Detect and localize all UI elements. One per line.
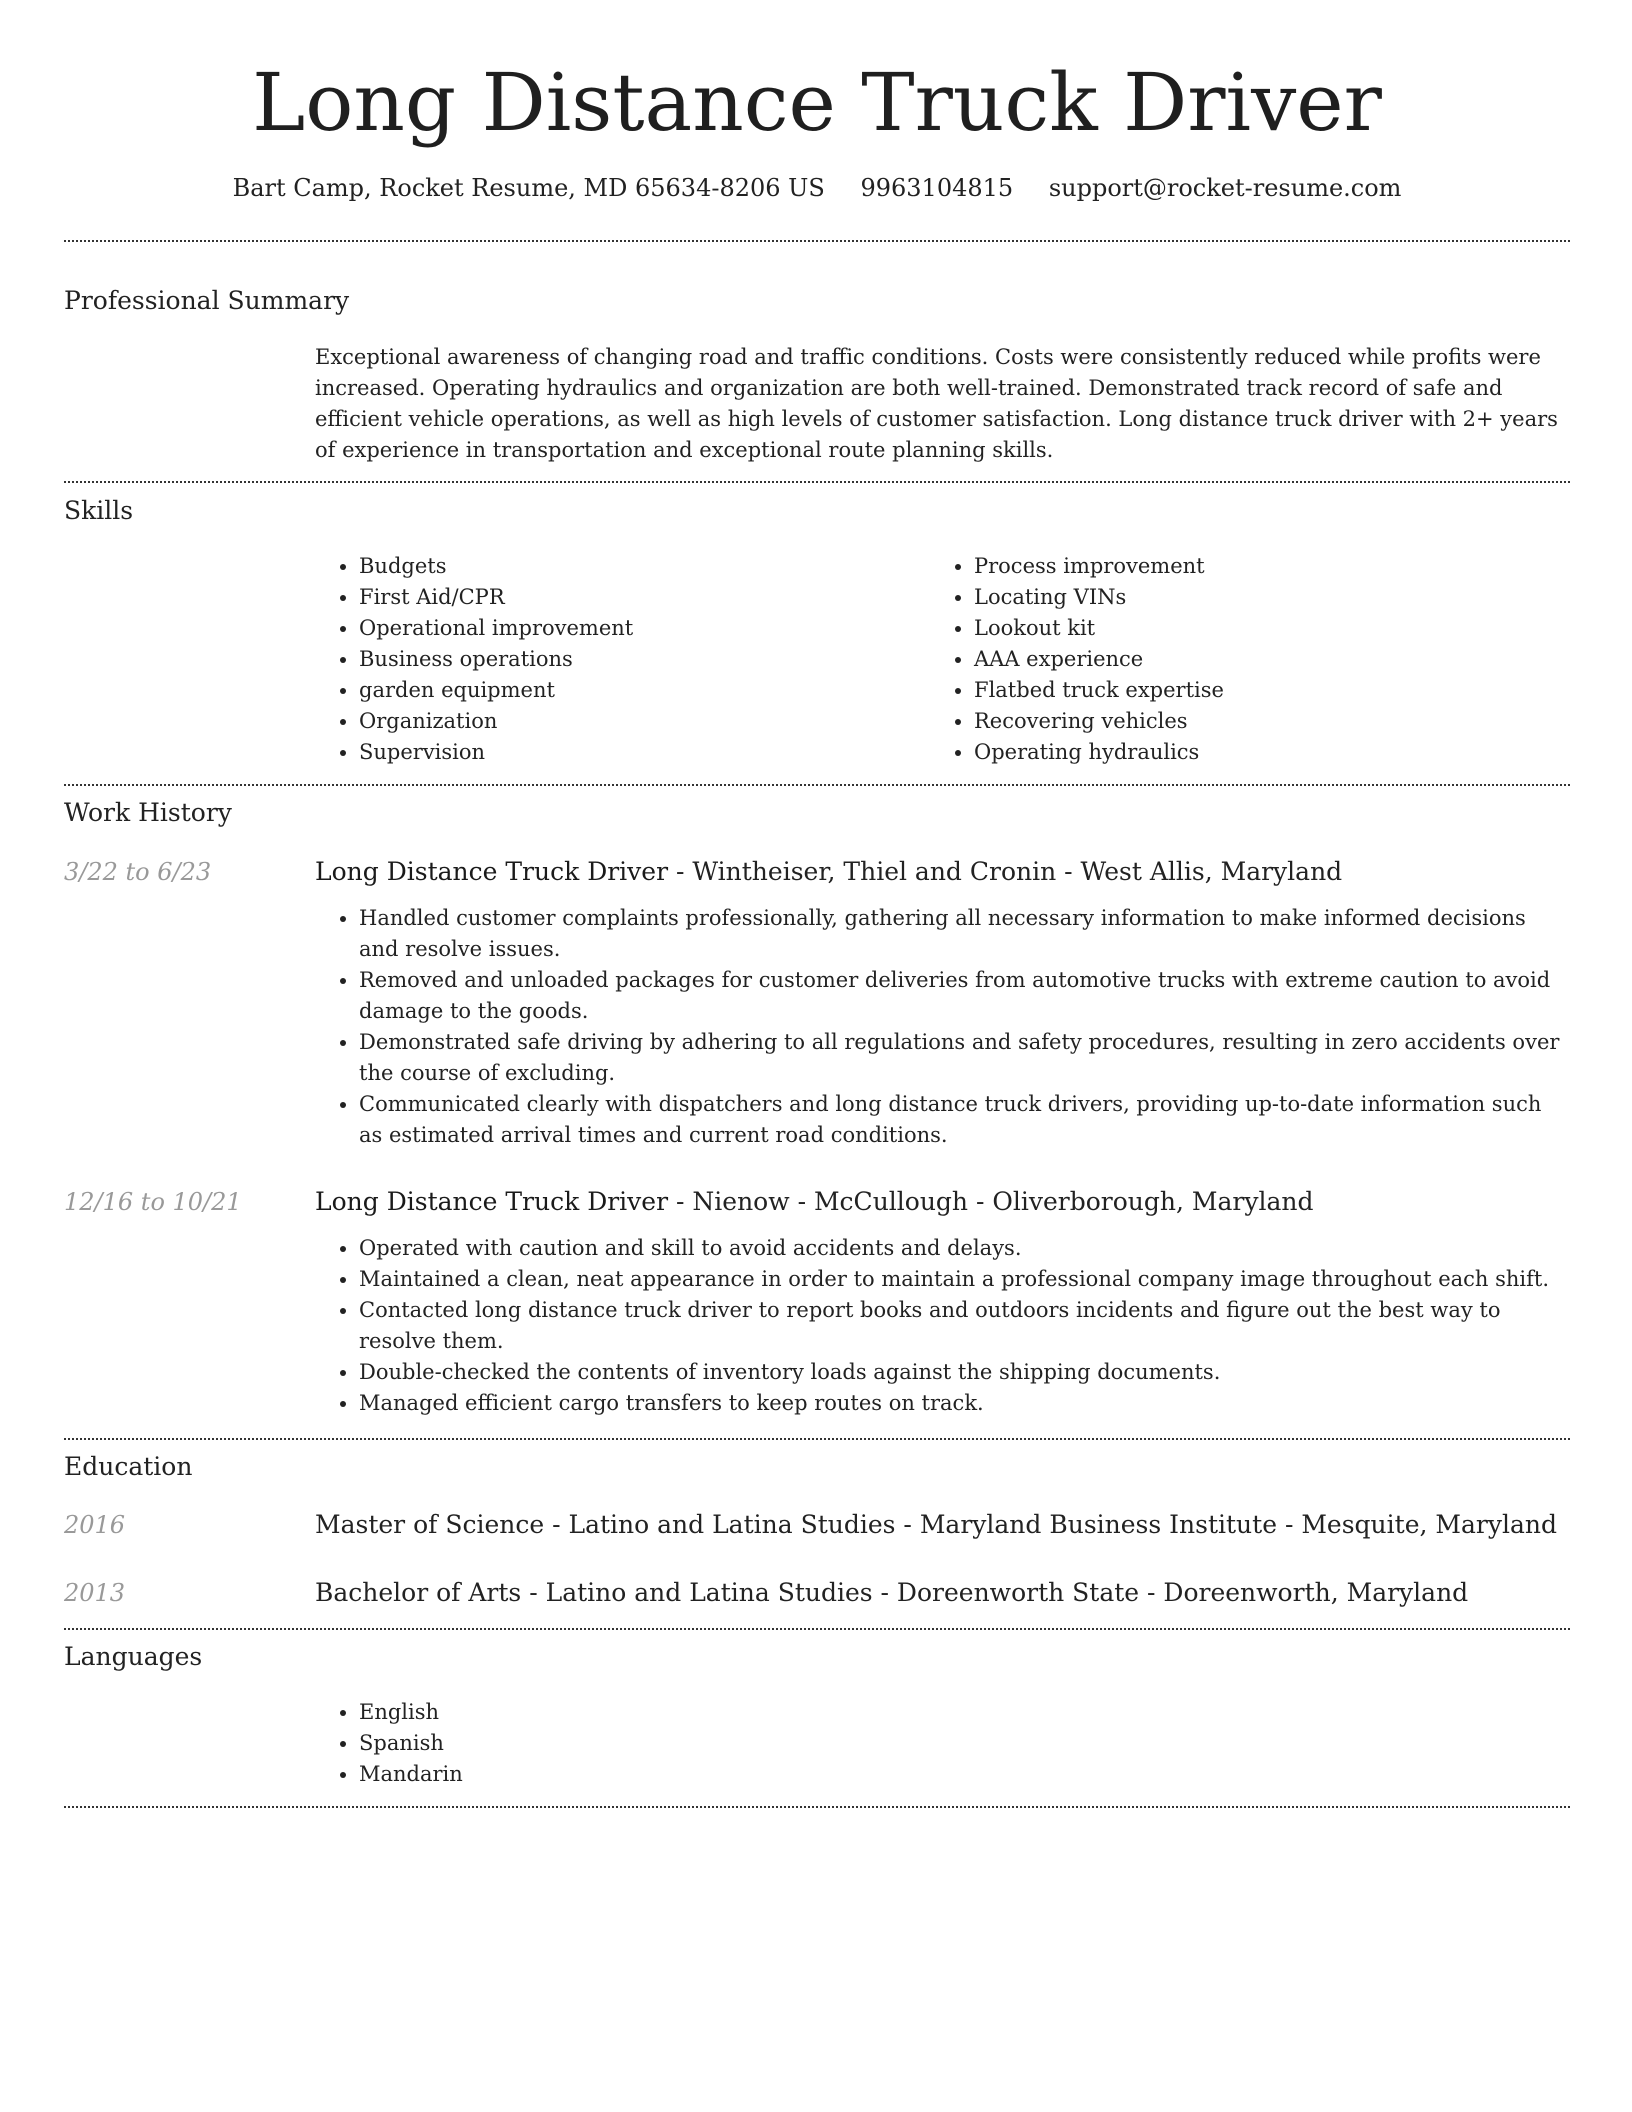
contact-phone: 9963104815 <box>860 174 1014 202</box>
skill-item: • Organization <box>359 706 930 737</box>
skill-item: • AAA experience <box>974 644 1570 675</box>
section-divider <box>64 1438 1570 1440</box>
education-degree: Master of Science - Latino and Latina Studies <box>315 1510 896 1539</box>
job-bullet: • Communicated clearly with dispatchers and long distance truck drivers, providing up-to-date information such as estimated arrival times and current road conditions. <box>359 1089 1570 1151</box>
work-heading: Work History <box>64 798 232 827</box>
job-entry <box>315 1185 1570 1419</box>
skill-item: • Operational improvement <box>359 613 930 644</box>
contact-line <box>64 170 1570 206</box>
section-divider <box>64 481 1570 483</box>
language-item: • English <box>359 1697 1570 1728</box>
skill-item: • Lookout kit <box>974 613 1570 644</box>
summary-body <box>315 342 1570 466</box>
education-entry <box>315 1576 1570 1610</box>
skill-item: • Recovering vehicles <box>974 706 1570 737</box>
job-dates: 12/16 to 10/21 <box>64 1188 242 1216</box>
job-bullet: • Removed and unloaded packages for customer deliveries from automotive trucks with extreme caution to avoid damage to the goods. <box>359 965 1570 1027</box>
education-heading-line <box>315 1576 1570 1610</box>
skill-item: • First Aid/CPR <box>359 582 930 613</box>
skills-heading: Skills <box>64 496 134 525</box>
job-dates: 3/22 to 6/23 <box>64 858 212 886</box>
language-item: • Mandarin <box>359 1759 1570 1790</box>
section-divider <box>64 1806 1570 1808</box>
job-bullet: • Managed efficient cargo transfers to keep routes on track. <box>359 1388 1570 1419</box>
job-bullet: • Handled customer complaints professionally, gathering all necessary information to make informed decisions and resolve issues. <box>359 903 1570 965</box>
languages-list <box>315 1697 1570 1790</box>
education-heading-line <box>315 1508 1570 1542</box>
skill-item: • Flatbed truck expertise <box>974 675 1570 706</box>
job-bullet: • Operated with caution and skill to avoid accidents and delays. <box>359 1233 1570 1264</box>
education-degree: Bachelor of Arts - Latino and Latina Studies <box>315 1578 873 1607</box>
job-entry <box>315 855 1570 1151</box>
job-title: Long Distance Truck Driver <box>315 857 669 886</box>
education-heading: Education <box>64 1452 193 1481</box>
section-divider <box>64 1628 1570 1630</box>
skill-item: • garden equipment <box>359 675 930 706</box>
education-school: - Maryland Business Institute - Mesquite, Maryland <box>895 1510 1557 1539</box>
skill-item: • Operating hydraulics <box>974 737 1570 768</box>
section-divider <box>64 240 1570 242</box>
summary-heading: Professional Summary <box>64 286 350 315</box>
languages-heading: Languages <box>64 1642 203 1671</box>
education-year: 2013 <box>64 1579 126 1607</box>
job-bullet: • Contacted long distance truck driver to report books and outdoors incidents and figure out the best way to resolve them. <box>359 1295 1570 1357</box>
section-divider <box>64 784 1570 786</box>
skill-item: • Budgets <box>359 551 930 582</box>
education-year: 2016 <box>64 1511 126 1539</box>
skill-item: • Supervision <box>359 737 930 768</box>
contact-address: Bart Camp, Rocket Resume, MD 65634-8206 US <box>232 174 825 202</box>
education-school: - Doreenworth State - Doreenworth, Maryland <box>872 1578 1469 1607</box>
job-employer: - Wintheiser, Thiel and Cronin - West Allis, Maryland <box>668 857 1343 886</box>
skills-list-left <box>315 551 930 768</box>
job-employer: - Nienow - McCullough - Oliverborough, Maryland <box>668 1187 1314 1216</box>
summary-text: Exceptional awareness of changing road and traffic conditions. Costs were consistently reduced while profits were increased. Operating hydraulics and organization are both well-trained. Demonstrated track record of safe and efficient vehicle operations, as well as high levels of customer satisfaction. Long distance truck driver with 2+ years of experience in transportation and exceptional route planning skills. <box>315 345 1558 462</box>
contact-email: support@rocket-resume.com <box>1048 174 1402 202</box>
skill-item: • Process improvement <box>974 551 1570 582</box>
language-item: • Spanish <box>359 1728 1570 1759</box>
skill-item: • Business operations <box>359 644 930 675</box>
job-bullet: • Double-checked the contents of inventory loads against the shipping documents. <box>359 1357 1570 1388</box>
job-title: Long Distance Truck Driver <box>315 1187 669 1216</box>
education-entry <box>315 1508 1570 1542</box>
skills-list-right <box>930 551 1570 768</box>
job-heading <box>315 1185 1570 1219</box>
resume-title: Long Distance Truck Driver <box>252 56 1382 149</box>
job-bullet: • Maintained a clean, neat appearance in order to maintain a professional company image throughout each shift. <box>359 1264 1570 1295</box>
job-heading <box>315 855 1570 889</box>
skill-item: • Locating VINs <box>974 582 1570 613</box>
job-bullet: • Demonstrated safe driving by adhering to all regulations and safety procedures, resulting in zero accidents over the course of excluding. <box>359 1027 1570 1089</box>
